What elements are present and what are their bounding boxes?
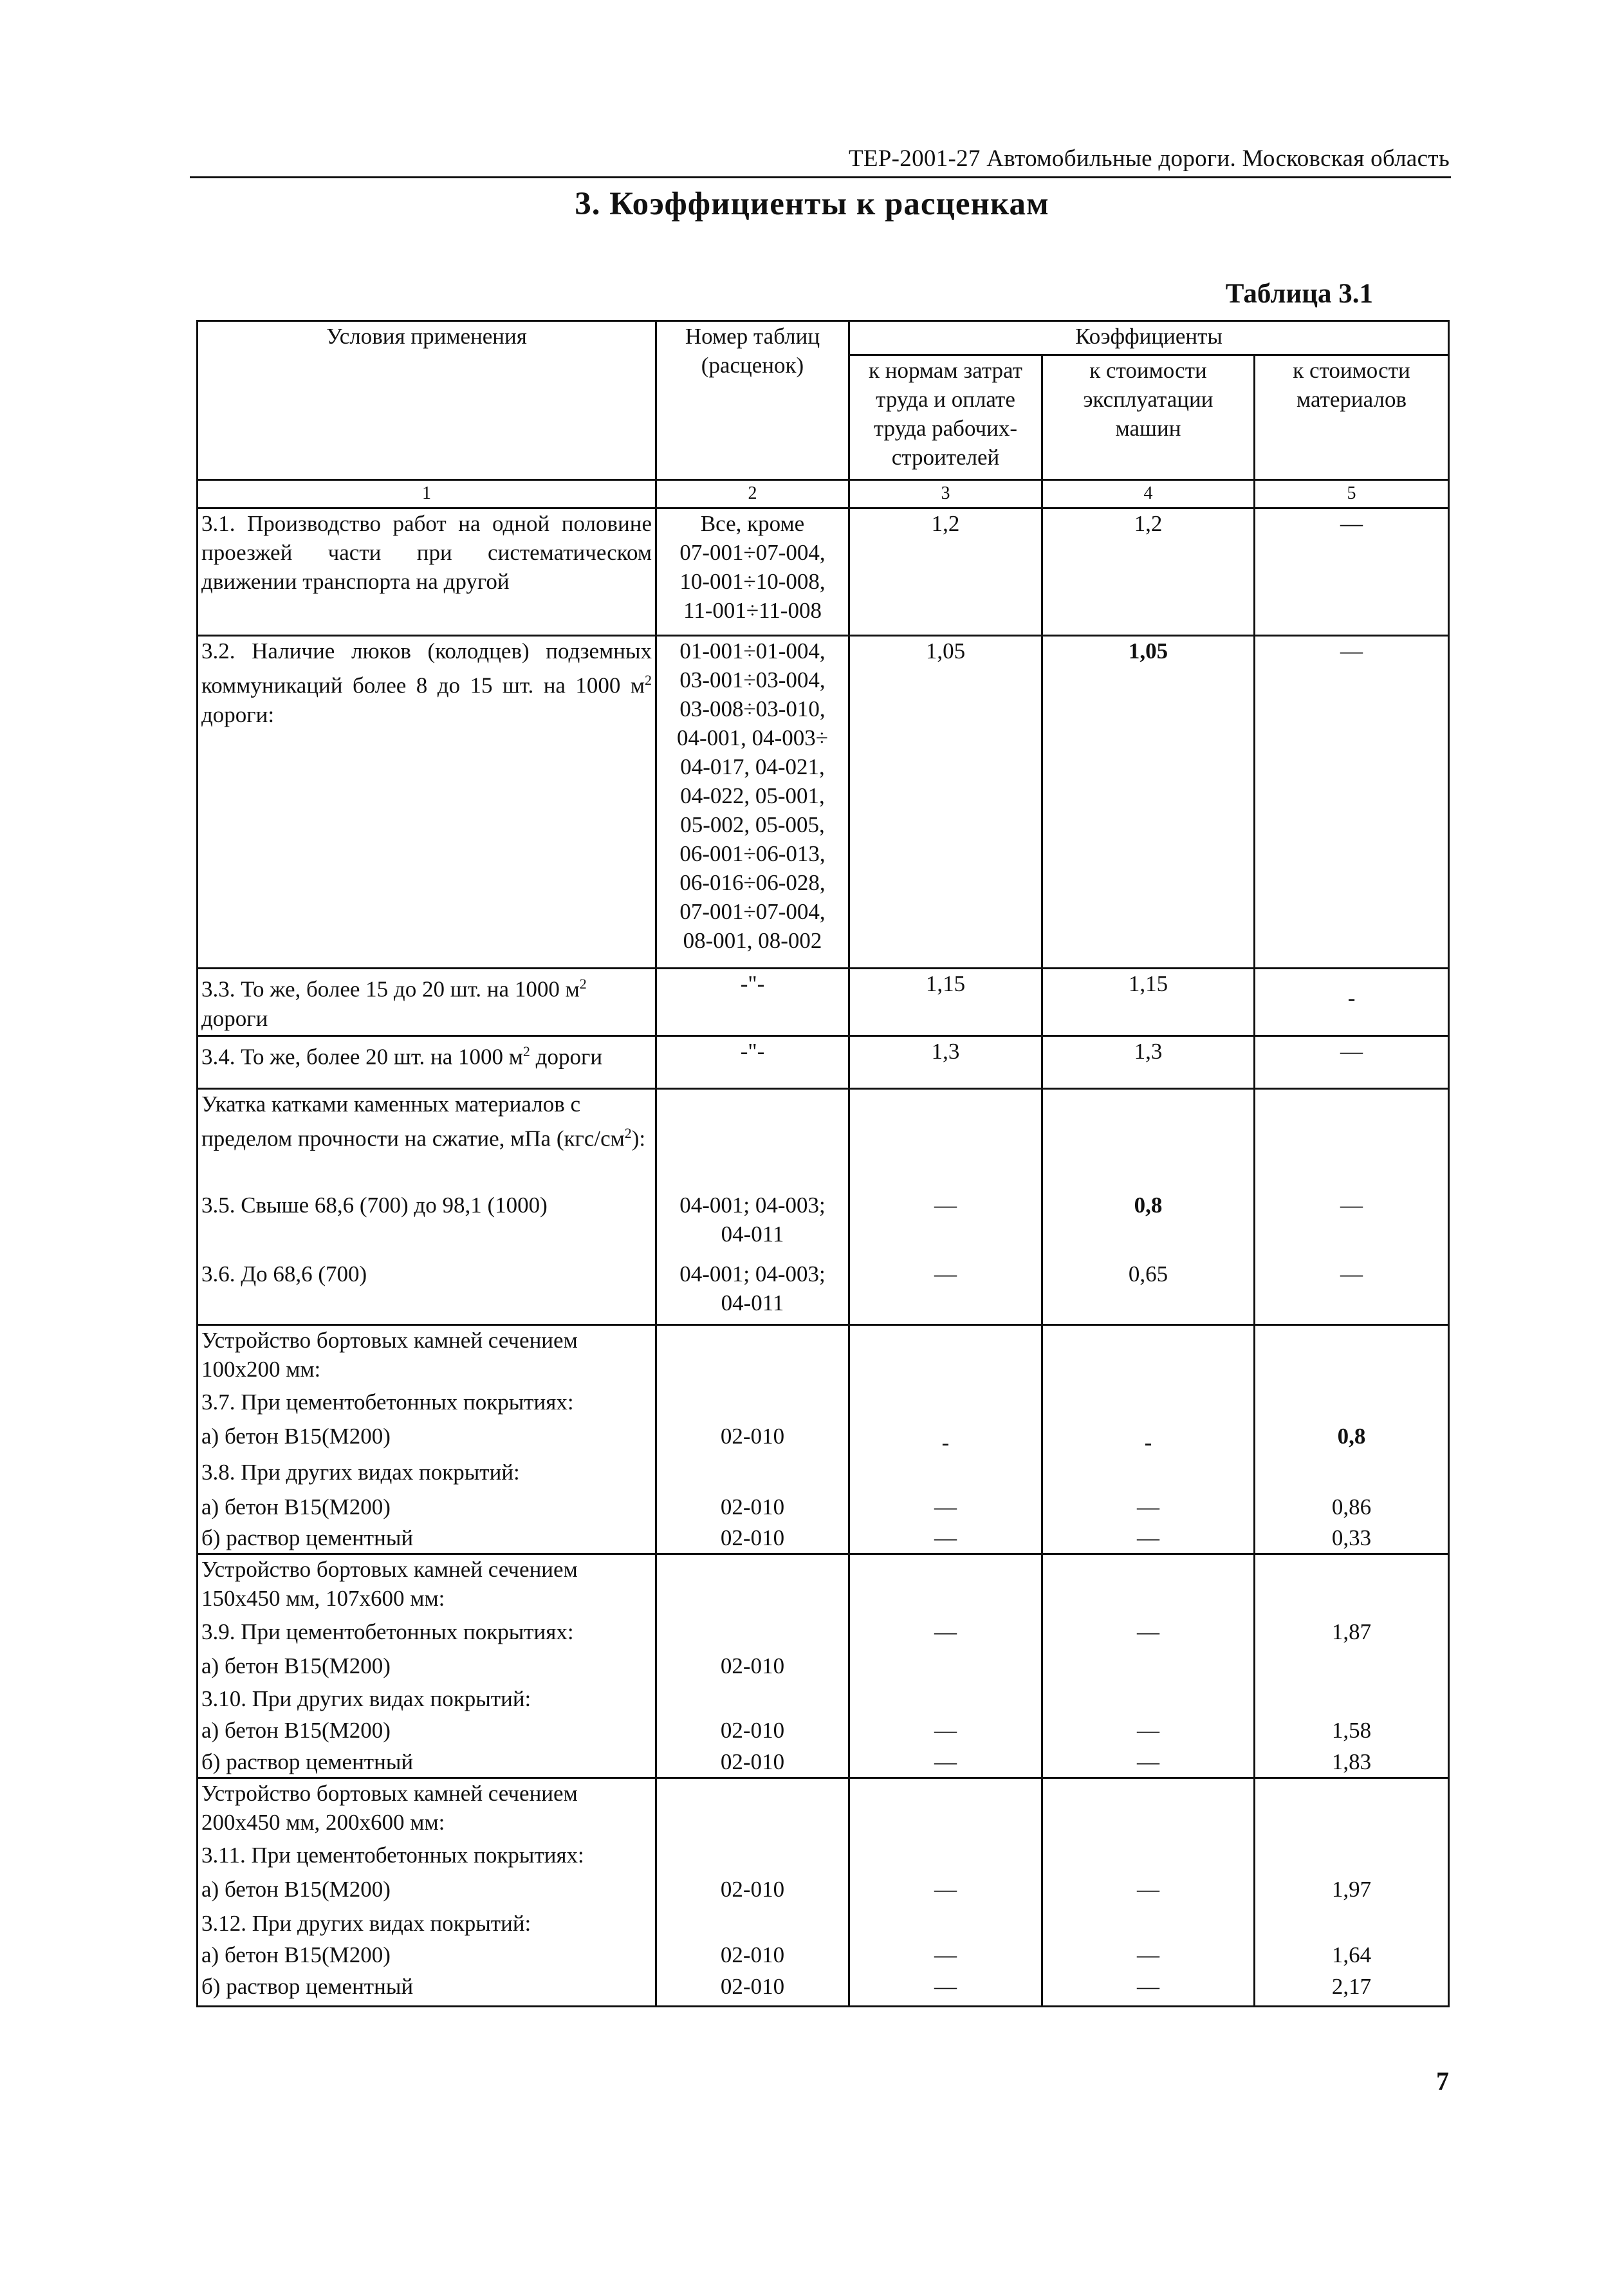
coef-machines: — [1042, 1716, 1255, 1747]
table-row [198, 1940, 1449, 1972]
subheading-row [198, 1909, 1449, 1940]
coef-machines: — [1042, 1617, 1255, 1651]
coef-labor: — [849, 1747, 1042, 1778]
row-tables: 02-010 [656, 1651, 849, 1684]
coef-labor: 1,3 [849, 1036, 1042, 1089]
row-condition: а) бетон В15(М200) [198, 1875, 656, 1909]
coef-labor: 1,2 [849, 508, 1042, 636]
running-header-text: ТЕР-2001-27 Автомобильные дороги. Московская область [849, 145, 1450, 172]
table-row [198, 1036, 1449, 1089]
coef-labor: - [849, 1422, 1042, 1458]
row-condition: а) бетон В15(М200) [198, 1716, 656, 1747]
coef-machines: 1,15 [1042, 969, 1255, 1036]
coef-labor: 1,15 [849, 969, 1042, 1036]
row-condition: а) бетон В15(М200) [198, 1940, 656, 1972]
coef-labor: — [849, 1617, 1042, 1651]
group-heading-row [198, 1554, 1449, 1617]
coef-labor: — [849, 1972, 1042, 2006]
column-number: 2 [656, 479, 849, 508]
row-tables: -"- [656, 969, 849, 1036]
table-row [198, 1972, 1449, 2006]
coef-labor: — [849, 1259, 1042, 1325]
coef-materials: — [1255, 1259, 1449, 1325]
coef-materials: 1,83 [1255, 1747, 1449, 1778]
row-condition: а) бетон В15(М200) [198, 1492, 656, 1524]
row-condition: 3.4. То же, более 20 шт. на 1000 $м^2$ дороги [198, 1036, 656, 1089]
coef-machines: - [1042, 1422, 1255, 1458]
page-number: 7 [1436, 2067, 1449, 2096]
group-heading-row [198, 1088, 1449, 1190]
coef-machines: — [1042, 1972, 1255, 2006]
coef-materials: 2,17 [1255, 1972, 1449, 2006]
coef-machines: — [1042, 1492, 1255, 1524]
coef-labor: — [849, 1523, 1042, 1554]
row-condition: 3.6. До 68,6 (700) [198, 1259, 656, 1325]
coef-labor: — [849, 1875, 1042, 1909]
coef-labor: — [849, 1492, 1042, 1524]
column-number: 5 [1255, 479, 1449, 508]
coef-machines: — [1042, 1940, 1255, 1972]
row-tables: 02-010 [656, 1716, 849, 1747]
coef-materials: 1,64 [1255, 1940, 1449, 1972]
row-tables: 02-010 [656, 1492, 849, 1524]
row-tables: 02-010 [656, 1940, 849, 1972]
row-condition: 3.3. То же, более 15 до 20 шт. на 1000 $м^2$ дороги [198, 969, 656, 1036]
header-machines: к стоимости эксплуатации машин [1042, 355, 1255, 480]
coef-materials: 0,33 [1255, 1523, 1449, 1554]
group-heading: Укатка катками каменных материалов с пределом прочности на сжатие, мПа $(кгс/см^2)$: [198, 1088, 656, 1190]
row-tables: 04-001; 04-003; 04-011 [656, 1259, 849, 1325]
coef-machines: 0,8 [1042, 1191, 1255, 1259]
coef-materials: — [1255, 1036, 1449, 1089]
row-condition: 3.11. При цементобетонных покрытиях: [198, 1841, 656, 1875]
header-materials: к стоимости материалов [1255, 355, 1449, 480]
group-heading: Устройство бортовых камней сечением 100x200 мм: [198, 1325, 656, 1388]
row-tables: 02-010 [656, 1875, 849, 1909]
subheading-row [198, 1684, 1449, 1716]
table-row [198, 969, 1449, 1036]
row-condition: 3.7. При цементобетонных покрытиях: [198, 1388, 656, 1422]
table-row [198, 1875, 1449, 1909]
table-label: Таблица 3.1 [1225, 279, 1373, 309]
subheading-row [198, 1458, 1449, 1492]
group-heading-row [198, 1325, 1449, 1388]
coef-materials: 0,86 [1255, 1492, 1449, 1524]
table-row [198, 1523, 1449, 1554]
coef-materials: 0,8 [1255, 1422, 1449, 1458]
header-table-numbers: Номер таблиц (расценок) [656, 321, 849, 480]
column-number: 1 [198, 479, 656, 508]
row-condition: 3.1. Производство работ на одной половине проезжей части при систематическом движении транспорта на другой [198, 508, 656, 636]
row-condition: 3.8. При других видах покрытий: [198, 1458, 656, 1492]
row-condition: б) раствор цементный [198, 1747, 656, 1778]
table-row [198, 508, 1449, 636]
coef-machines: — [1042, 1523, 1255, 1554]
row-condition: 3.10. При других видах покрытий: [198, 1684, 656, 1716]
row-tables: 02-010 [656, 1972, 849, 2006]
coef-machines: 1,05 [1042, 636, 1255, 969]
row-condition: 3.2. Наличие люков (колодцев) подземных коммуникаций более 8 до 15 шт. на 1000 $м^2$ дороги: [198, 636, 656, 969]
coef-machines: 1,2 [1042, 508, 1255, 636]
coef-materials: - [1255, 969, 1449, 1036]
table-row [198, 1716, 1449, 1747]
coef-materials: — [1255, 1191, 1449, 1259]
header-labor: к нормам затрат труда и оплате труда рабочих-строителей [849, 355, 1042, 480]
column-number: 4 [1042, 479, 1255, 508]
row-tables: 02-010 [656, 1747, 849, 1778]
group-heading: Устройство бортовых камней сечением 200x450 мм, 200x600 мм: [198, 1778, 656, 1841]
table-row [198, 1651, 1449, 1684]
table-row [198, 1617, 1449, 1651]
table-row [198, 1492, 1449, 1524]
column-number: 3 [849, 479, 1042, 508]
row-condition: а) бетон В15(М200) [198, 1651, 656, 1684]
row-tables: -"- [656, 1036, 849, 1089]
subheading-row [198, 1388, 1449, 1422]
table-row [198, 1191, 1449, 1259]
table-row [198, 1422, 1449, 1458]
table-row [198, 1259, 1449, 1325]
row-tables: 02-010 [656, 1422, 849, 1458]
table-row [198, 1747, 1449, 1778]
row-condition: а) бетон В15(М200) [198, 1422, 656, 1458]
row-tables: 02-010 [656, 1523, 849, 1554]
row-condition: 3.5. Свыше 68,6 (700) до 98,1 (1000) [198, 1191, 656, 1259]
row-condition: б) раствор цементный [198, 1523, 656, 1554]
coef-machines: — [1042, 1875, 1255, 1909]
row-condition: б) раствор цементный [198, 1972, 656, 2006]
coef-materials: 1,58 [1255, 1716, 1449, 1747]
coef-labor: — [849, 1940, 1042, 1972]
row-tables: 01-001÷01-004, 03-001÷03-004, 03-008÷03-010, 04-001, 04-003÷ 04-017, 04-021, 04-022, 05-001, 05-002, 05-005, 06-001÷06-013, 06-016÷06-028, 07-001÷07-004, 08-001, 08-002 [656, 636, 849, 969]
group-heading: Устройство бортовых камней сечением 150x450 мм, 107x600 мм: [198, 1554, 656, 1617]
coef-materials: 1,87 [1255, 1617, 1449, 1651]
coef-materials: — [1255, 508, 1449, 636]
row-tables: 04-001; 04-003; 04-011 [656, 1191, 849, 1259]
row-condition: 3.12. При других видах покрытий: [198, 1909, 656, 1940]
row-tables: Все, кроме 07-001÷07-004, 10-001÷10-008, 11-001÷11-008 [656, 508, 849, 636]
coef-labor: 1,05 [849, 636, 1042, 969]
coef-materials: 1,97 [1255, 1875, 1449, 1909]
coef-machines: 1,3 [1042, 1036, 1255, 1089]
section-title: 3. Коэффициенты к расценкам [575, 186, 1049, 222]
coefficients-table [196, 320, 1450, 2007]
subheading-row [198, 1841, 1449, 1875]
row-condition: 3.9. При цементобетонных покрытиях: [198, 1617, 656, 1651]
coef-machines: — [1042, 1747, 1255, 1778]
coef-machines: 0,65 [1042, 1259, 1255, 1325]
coef-labor: — [849, 1716, 1042, 1747]
header-coefficients: Коэффициенты [849, 321, 1449, 355]
header-conditions: Условия применения [198, 321, 656, 480]
running-header [190, 143, 1451, 178]
coef-labor: — [849, 1191, 1042, 1259]
table-row [198, 636, 1449, 969]
group-heading-row [198, 1778, 1449, 1841]
coef-materials: — [1255, 636, 1449, 969]
